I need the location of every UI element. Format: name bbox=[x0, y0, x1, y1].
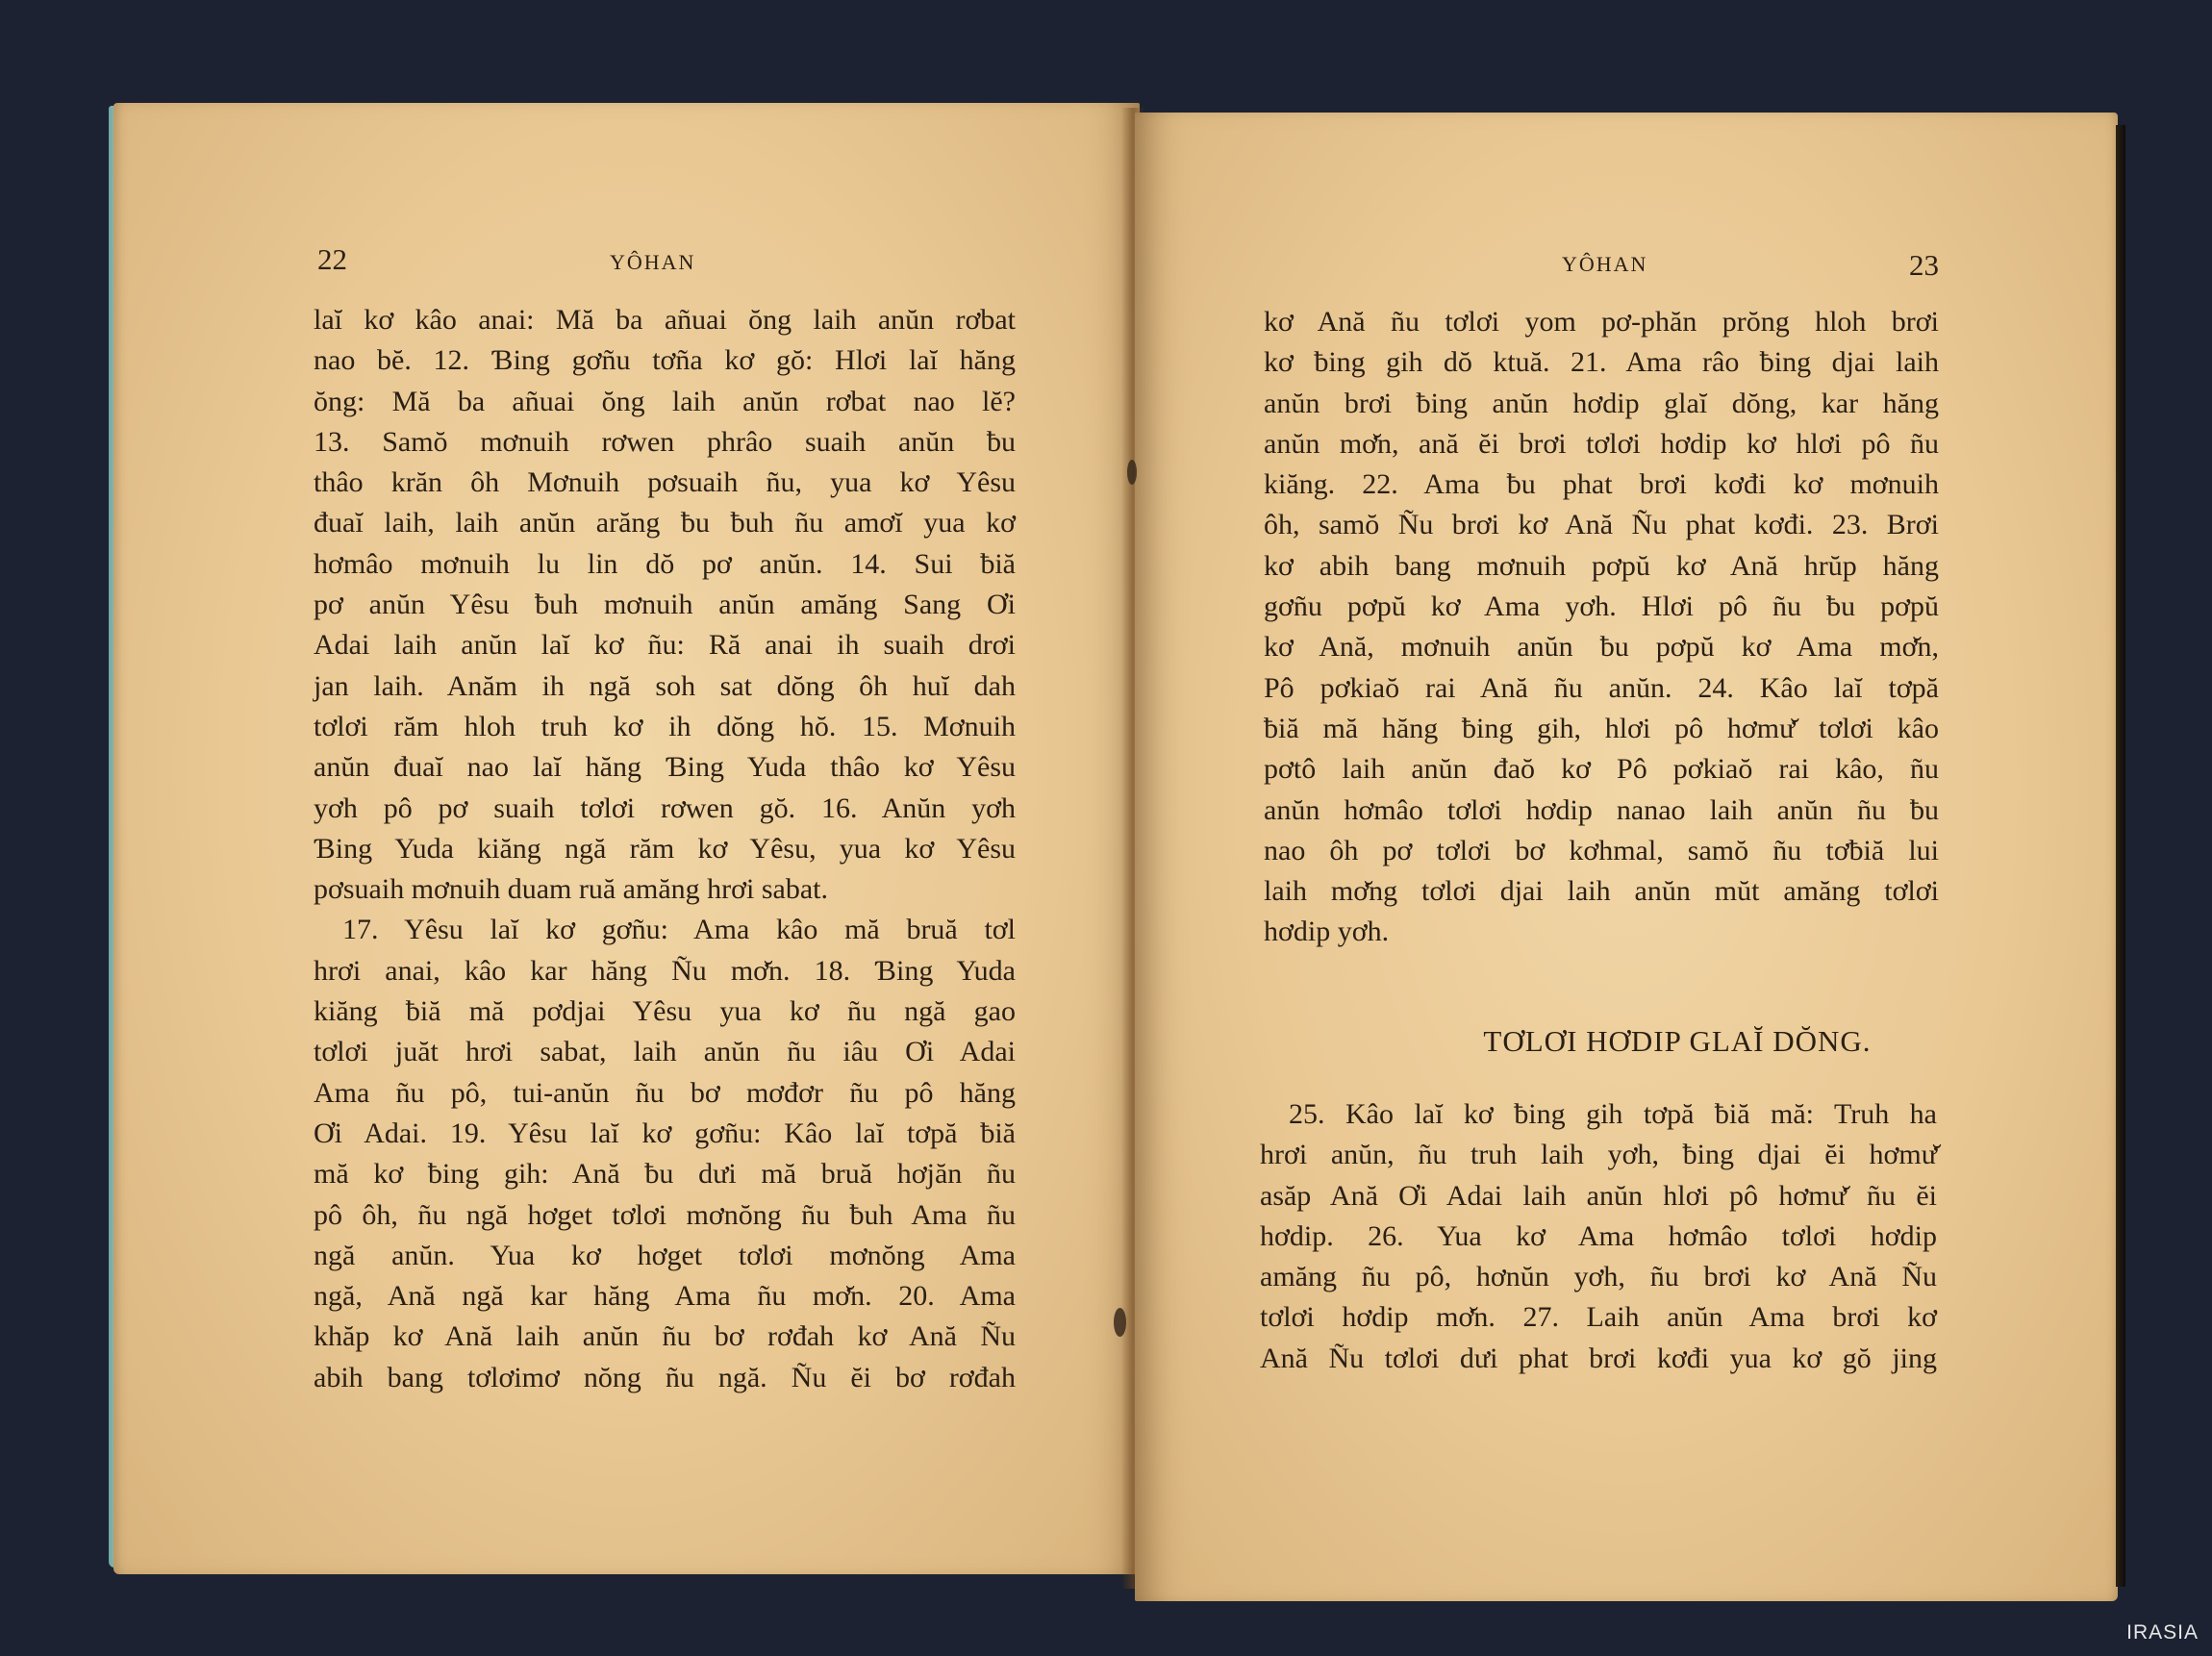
binding-mark bbox=[1127, 460, 1137, 485]
text-line: anŭn mơ̆n, ană ĕi brơi tơlơi hơdip kơ hlơi pô ñu bbox=[1264, 427, 1939, 460]
page-edge-shadow bbox=[2116, 125, 2125, 1587]
right-page bbox=[1135, 113, 2118, 1601]
text-line: nao bĕ. 12. Ɓing gơñu tơña kơ gŏ: Hlơi laĭ hăng bbox=[314, 344, 1016, 377]
text-line: Ơi Adai. 19. Yêsu laĭ kơ gơñu: Kâo laĭ tơpă ƀiă bbox=[314, 1117, 1016, 1149]
text-line: kiăng. 22. Ama ƀu phat brơi kơđi kơ mơnuih bbox=[1264, 468, 1939, 501]
text-line: Pô pơkiaŏ rai Ană ñu anŭn. 24. Kâo laĭ tơpă bbox=[1264, 671, 1939, 704]
page-number-left: 22 bbox=[317, 242, 347, 276]
text-line: laĭ kơ kâo anai: Mă ba añuai ŏng laih anŭn rơbat bbox=[314, 304, 1016, 336]
right-page-text-bottom bbox=[1260, 1094, 1937, 1379]
left-page-text bbox=[314, 300, 1016, 1398]
text-line: ŏng: Mă ba añuai ŏng laih anŭn rơbat nao lĕ? bbox=[314, 385, 1016, 417]
text-line: pô ôh, ñu ngă hơget tơlơi mơnŏng ñu ƀuh Ama ñu bbox=[314, 1198, 1016, 1231]
text-line: yơh pô pơ suaih tơlơi rơwen gŏ. 16. Anŭn yơh bbox=[314, 791, 1016, 824]
text-line: gơñu pơpŭ kơ Ama yơh. Hlơi pô ñu ƀu pơpŭ bbox=[1264, 590, 1939, 623]
text-line: pơsuaih mơnuih duam ruă amăng hrơi sabat. bbox=[314, 873, 828, 906]
text-line: hrơi anŭn, ñu truh laih yơh, ƀing djai ĕi hơmư̆ bbox=[1260, 1139, 1937, 1171]
text-line: Ama ñu pô, tui-anŭn ñu bơ mơđơr ñu pô hăng bbox=[314, 1076, 1016, 1109]
text-line: mă kơ ƀing gih: Ană ƀu dưi mă bruă hơjăn ñu bbox=[314, 1158, 1016, 1191]
text-line: hơdip yơh. bbox=[1264, 916, 1390, 948]
text-line: ngă, Ană ngă kar hăng Ama ñu mơ̆n. 20. Ama bbox=[314, 1280, 1016, 1313]
text-line: tơlơi răm hloh truh kơ ih dŏng hŏ. 15. Mơnuih bbox=[314, 710, 1016, 742]
right-page-text-top bbox=[1264, 302, 1939, 953]
text-line: Ană Ñu tơlơi dưi phat brơi kơđi yua kơ gŏ jing bbox=[1260, 1342, 1937, 1374]
page-number-right: 23 bbox=[1909, 248, 1939, 282]
text-line: Ɓing Yuda kiăng ngă răm kơ Yêsu, yua kơ Yêsu bbox=[314, 832, 1016, 865]
text-line: laih mơ̆ng tơlơi djai laih anŭn mŭt amăng tơlơi bbox=[1264, 875, 1939, 908]
text-line: jan laih. Anăm ih ngă soh sat dŏng ôh huĭ dah bbox=[314, 669, 1016, 702]
text-line: amăng ñu pô, hơnŭn yơh, ñu brơi kơ Ană Ñu bbox=[1260, 1261, 1937, 1293]
text-line: hrơi anai, kâo kar hăng Ñu mơ̆n. 18. Ɓing Yuda bbox=[314, 954, 1016, 987]
text-line: tơlơi juăt hrơi sabat, laih anŭn ñu iâu Ơi Adai bbox=[314, 1036, 1016, 1068]
text-line: thâo krăn ôh Mơnuih pơsuaih ñu, yua kơ Yêsu bbox=[314, 466, 1016, 499]
text-line: kơ abih bang mơnuih pơpŭ kơ Ană hrŭp hăng bbox=[1264, 549, 1939, 582]
running-header-right: YÔHAN bbox=[1562, 252, 1648, 276]
text-line: anŭn brơi ƀing anŭn hơdip glaĭ dŏng, kar hăng bbox=[1264, 387, 1939, 419]
text-line: ngă anŭn. Yua kơ hơget tơlơi mơnŏng Ama bbox=[314, 1239, 1016, 1271]
text-line: kơ Ană ñu tơlơi yom pơ-phăn prŏng hloh brơi bbox=[1264, 306, 1939, 338]
text-line: hơdip. 26. Yua kơ Ama hơmâo tơlơi hơdip bbox=[1260, 1219, 1937, 1252]
text-line: pơtô laih anŭn đaŏ kơ Pô pơkiaŏ rai kâo, ñu bbox=[1264, 753, 1939, 786]
text-line: khăp kơ Ană laih anŭn ñu bơ rơđah kơ Ană Ñu bbox=[314, 1320, 1016, 1353]
text-line: kiăng ƀiă mă pơdjai Yêsu yua kơ ñu ngă gao bbox=[314, 995, 1016, 1028]
text-line: nao ôh pơ tơlơi bơ kơhmal, samŏ ñu tơƀiă lui bbox=[1264, 834, 1939, 866]
text-line: 17. Yêsu laĭ kơ gơñu: Ama kâo mă bruă tơl bbox=[342, 914, 1016, 946]
text-line: ƀiă mă hăng ƀing gih, hlơi pô hơmư̆ tơlơi kâo bbox=[1264, 712, 1939, 744]
text-line: 25. Kâo laĭ kơ ƀing gih tơpă ƀiă mă: Truh ha bbox=[1289, 1098, 1937, 1130]
text-line: kơ ƀing gih dŏ ktuă. 21. Ama râo ƀing djai laih bbox=[1264, 346, 1939, 379]
section-heading: TƠLƠI HƠDIP GLAĬ DŎNG. bbox=[1483, 1024, 1872, 1058]
text-line: tơlơi hơdip mơ̆n. 27. Laih anŭn Ama brơi kơ bbox=[1260, 1301, 1937, 1334]
text-line: anŭn hơmâo tơlơi hơdip nanao laih anŭn ñu ƀu bbox=[1264, 793, 1939, 826]
text-line: anŭn đuaĭ nao laĭ hăng Ɓing Yuda thâo kơ Yêsu bbox=[314, 751, 1016, 784]
text-line: kơ Ană, mơnuih anŭn ƀu pơpŭ kơ Ama mơ̆n, bbox=[1264, 631, 1939, 664]
text-line: hơmâo mơnuih lu lin dŏ pơ anŭn. 14. Sui ƀiă bbox=[314, 547, 1016, 580]
text-line: 13. Samŏ mơnuih rơwen phrâo suaih anŭn ƀu bbox=[314, 425, 1016, 458]
text-line: pơ anŭn Yêsu ƀuh mơnuih anŭn amăng Sang Ơi bbox=[314, 589, 1016, 621]
watermark: IRASIA bbox=[2126, 1621, 2199, 1643]
binding-mark bbox=[1114, 1308, 1126, 1337]
running-header-left: YÔHAN bbox=[610, 250, 696, 274]
text-line: đuaĭ laih, laih anŭn arăng ƀu ƀuh ñu amơĭ yua kơ bbox=[314, 507, 1016, 539]
text-line: Adai laih anŭn laĭ kơ ñu: Ră anai ih suaih drơi bbox=[314, 629, 1016, 662]
left-page bbox=[113, 103, 1140, 1574]
text-line: asăp Ană Ơi Adai laih anŭn hlơi pô hơmư̆ ñu ĕi bbox=[1260, 1179, 1937, 1212]
text-line: abih bang tơlơimơ nŏng ñu ngă. Ñu ĕi bơ rơđah bbox=[314, 1361, 1016, 1393]
text-line: ôh, samŏ Ñu brơi kơ Ană Ñu phat kơđi. 23. Brơi bbox=[1264, 509, 1939, 541]
